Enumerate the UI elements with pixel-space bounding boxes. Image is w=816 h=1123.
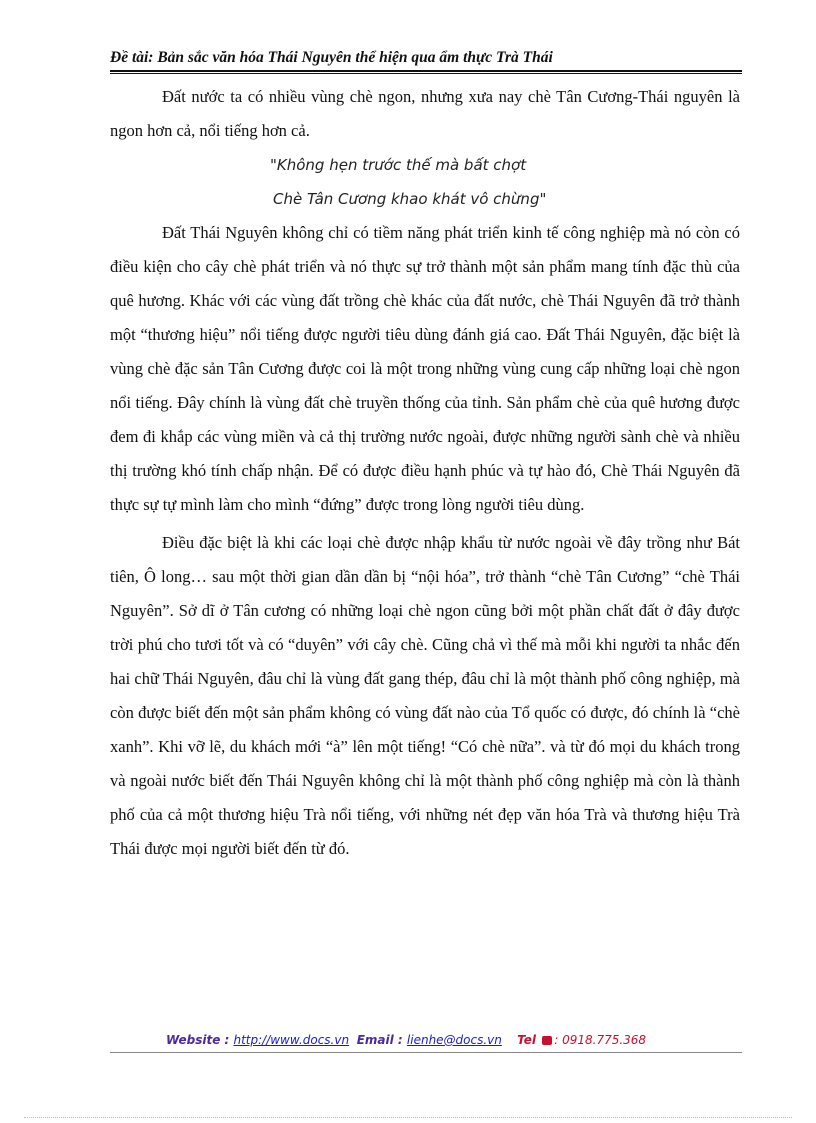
page-header bbox=[110, 48, 742, 76]
paragraph-1: Đất nước ta có nhiều vùng chè ngon, nhưng xưa nay chè Tân Cương-Thái nguyên là ngon hơn cả, nổi tiếng hơn cả. bbox=[110, 87, 740, 140]
website-label: Website : bbox=[166, 1033, 234, 1047]
email-link[interactable]: lienhe@docs.vn bbox=[406, 1033, 502, 1047]
website-link[interactable]: http://www.docs.vn bbox=[233, 1033, 350, 1047]
header-rule-thin bbox=[110, 73, 742, 74]
document-body bbox=[110, 80, 740, 866]
paragraph-3: Điều đặc biệt là khi các loại chè được nhập khẩu từ nước ngoài về đây trồng như Bát tiên, Ô long… sau một thời gian dần dần bị “nội hóa”, trở thành “chè Tân Cương” “chè Thái Nguyên”. Sở dĩ ở Tân cương có những loại chè ngon cũng bởi một phần chất đất ở đây được trời phú cho tươi tốt và có “duyên” với cây chè. Cũng chả vì thế mà mỗi khi người ta nhắc đến hai chữ Thái Nguyên, đâu chỉ là vùng đất gang thép, đâu chỉ là một thành phố công nghiệp, mà còn được biết đến một sản phẩm không có vùng đất nào của Tổ quốc có được, đó chính là “chè xanh”. Khi vỡ lẽ, du khách mới “à” lên một tiếng! “Có chè nữa”. và từ đó mọi du khách trong và ngoài nước biết đến Thái Nguyên không chỉ là một thành phố công nghiệp mà còn là thành phố của cả một thương hiệu Trà nổi tiếng, với những nét đẹp văn hóa Trà và thương hiệu Trà Thái được mọi người biết đến từ đó. bbox=[110, 533, 740, 858]
poem-line-2: Chè Tân Cương khao khát vô chừng" bbox=[273, 190, 547, 208]
footer-contact bbox=[110, 1030, 742, 1050]
tel-label: Tel bbox=[517, 1033, 541, 1047]
header-title: Đề tài: Bản sắc văn hóa Thái Nguyên thể hiện qua ẩm thực Trà Thái bbox=[110, 49, 553, 66]
poem-line-1: "Không hẹn trước thế mà bất chợt bbox=[270, 156, 527, 174]
email-label: Email : bbox=[356, 1033, 407, 1047]
page-footer bbox=[110, 1030, 742, 1050]
footer-rule bbox=[110, 1052, 742, 1053]
poem-quote bbox=[110, 148, 740, 216]
paragraph-2: Đất Thái Nguyên không chỉ có tiềm năng phát triển kinh tế công nghiệp mà nó còn có điều kiện cho cây chè phát triển và nó thực sự trở thành một sản phẩm mang tính đặc thù của quê hương. Khác với các vùng đất trồng chè khác của đất nước, chè Thái Nguyên đã trở thành một “thương hiệu” nổi tiếng được người tiêu dùng đánh giá cao. Đất Thái Nguyên, đặc biệt là vùng chè đặc sản Tân Cương được coi là một trong những vùng cung cấp những loại chè ngon nổi tiếng. Đây chính là vùng đất chè truyền thống của tỉnh. Sản phẩm chè của quê hương được đem đi khắp các vùng miền và cả thị trường nước ngoài, được những người sành chè và nhiều thị trường khó tính chấp nhận. Để có được điều hạnh phúc và tự hào đó, Chè Thái Nguyên đã thực sự tự mình làm cho mình “đứng” được trong lòng người tiêu dùng. bbox=[110, 223, 740, 514]
page-bottom-border bbox=[24, 1117, 792, 1118]
phone-icon bbox=[542, 1036, 552, 1045]
tel-number: : 0918.775.368 bbox=[554, 1033, 647, 1047]
header-rule bbox=[110, 70, 742, 72]
